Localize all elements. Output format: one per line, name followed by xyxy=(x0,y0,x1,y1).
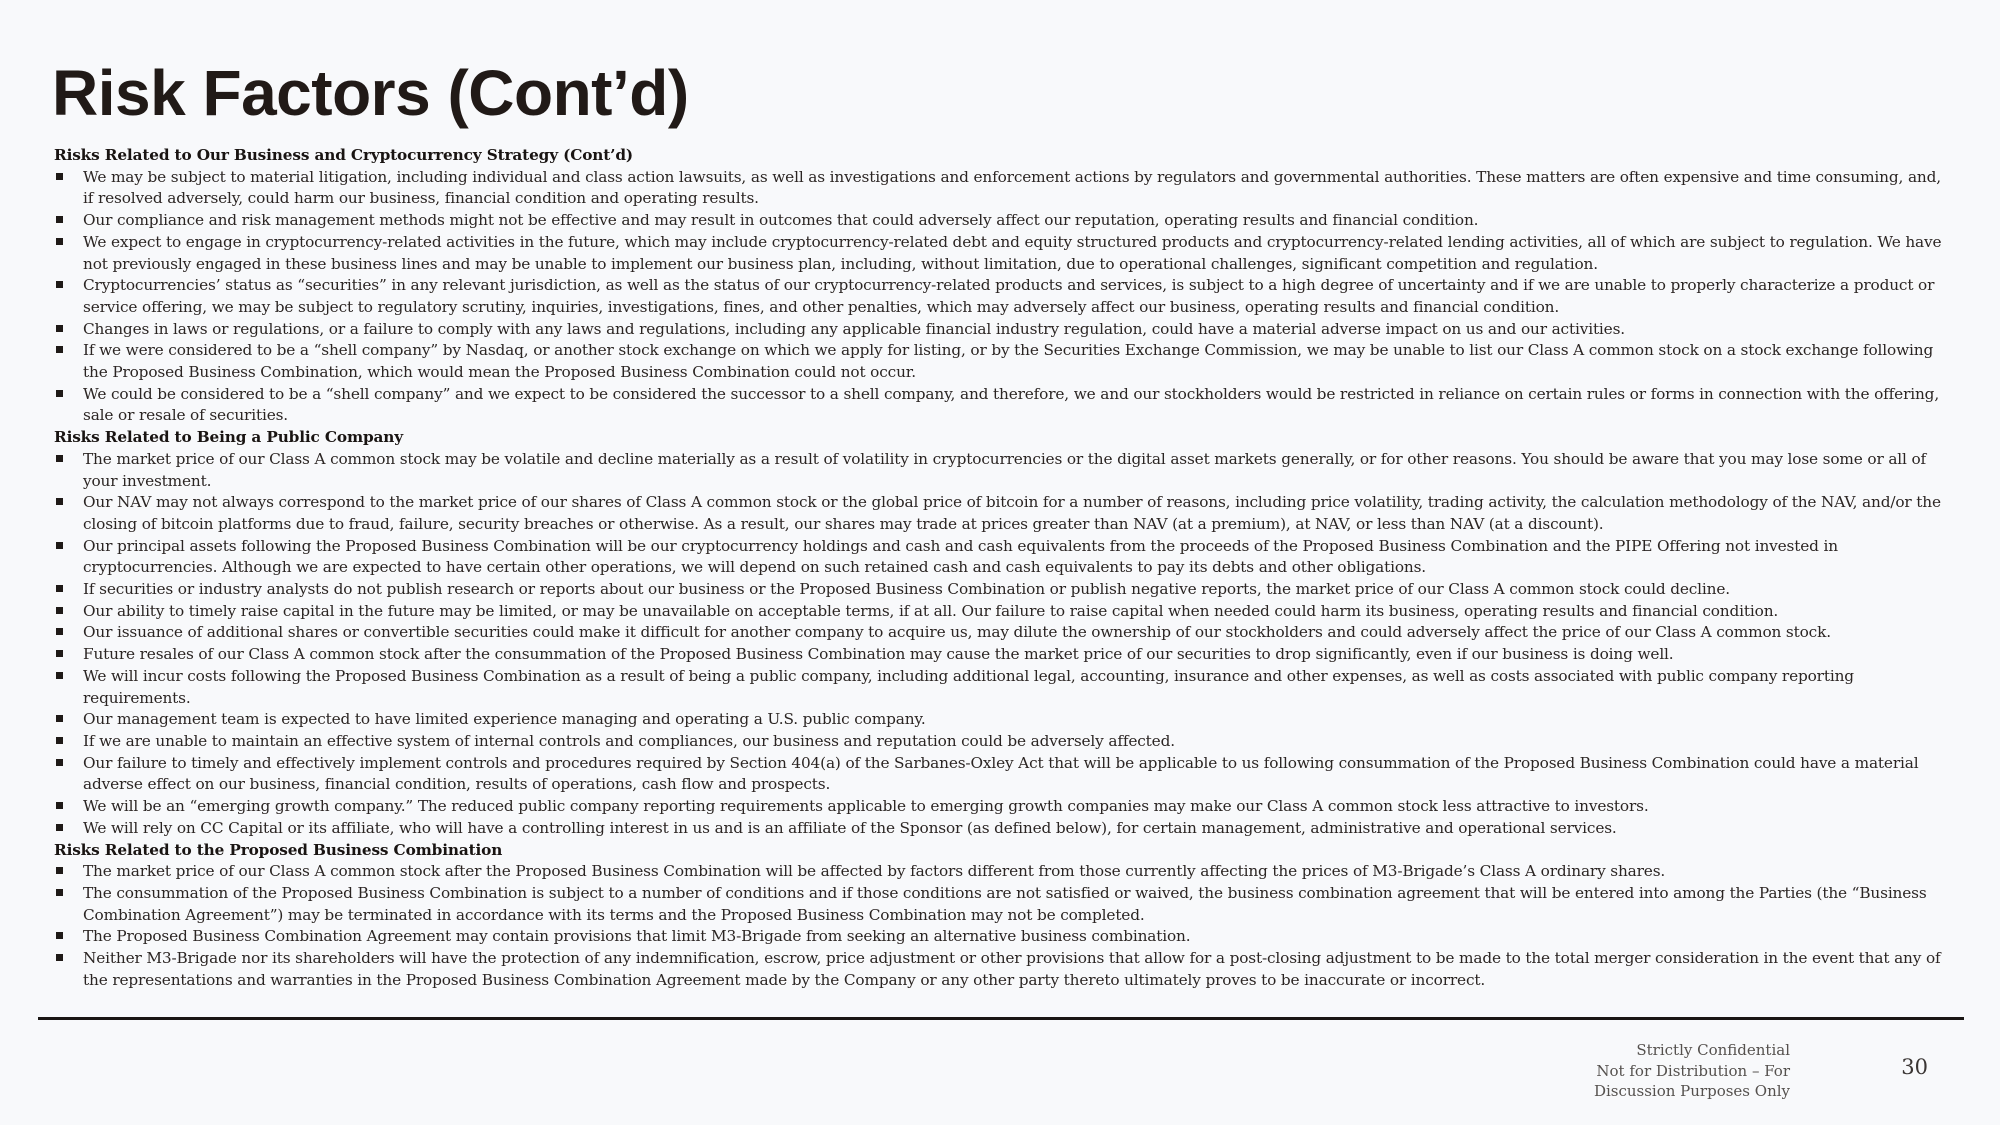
list-item-text: We may be subject to material litigation, including individual and class action lawsuits, as well as investigations and enforcement actions by regulators and governmental authorities. These matters are often expensive and time consuming, and, if resolved adversely, could harm our business, financial condition and operating results. xyxy=(83,167,1941,208)
square-bullet-icon xyxy=(56,802,63,809)
square-bullet-icon xyxy=(56,932,63,939)
list-item xyxy=(54,644,1944,666)
list-item xyxy=(54,319,1944,341)
bullet-list-business-crypto-strategy xyxy=(54,167,1944,427)
list-item-text: The market price of our Class A common stock may be volatile and decline materially as a result of volatility in cryptocurrencies or the digital asset markets generally, or for other reasons. You should be aware that you may lose some or all of your investment. xyxy=(83,449,1927,490)
list-item xyxy=(54,818,1944,840)
list-item-text: Our management team is expected to have limited experience managing and operating a U.S. public company. xyxy=(83,710,926,729)
list-item xyxy=(54,384,1944,427)
page-title: Risk Factors (Cont’d) xyxy=(52,57,689,129)
section-heading-public-company: Risks Related to Being a Public Company xyxy=(54,428,404,447)
list-item xyxy=(54,753,1944,796)
list-item xyxy=(54,731,1944,753)
square-bullet-icon xyxy=(56,346,63,353)
list-item-text: Our compliance and risk management methods might not be effective and may result in outcomes that could adversely affect our reputation, operating results and financial condition. xyxy=(83,211,1479,230)
list-item xyxy=(54,883,1944,926)
square-bullet-icon xyxy=(56,650,63,657)
square-bullet-icon xyxy=(56,542,63,549)
page-number: 30 xyxy=(1901,1055,1928,1079)
section-heading-business-crypto-strategy: Risks Related to Our Business and Cryptocurrency Strategy (Cont’d) xyxy=(54,146,633,164)
list-item xyxy=(54,622,1944,644)
list-item-text: Our issuance of additional shares or convertible securities could make it difficult for another company to acquire us, may dilute the ownership of our stockholders and could adversely affect the price of our Class A common stock. xyxy=(83,623,1831,642)
list-item xyxy=(54,210,1944,232)
list-item xyxy=(54,275,1944,318)
bullet-list-business-combination xyxy=(54,861,1944,991)
list-item-text: Our NAV may not always correspond to the market price of our shares of Class A common stock or the global price of bitcoin for a number of reasons, including price volatility, trading activity, the calculation methodology of the NAV, and/or the closing of bitcoin platforms due to fraud, failure, security breaches or otherwise. As a result, our shares may trade at prices greater than NAV (at a premium), at NAV, or less than NAV (at a discount). xyxy=(83,493,1941,533)
list-item-text: We could be considered to be a “shell company” and we expect to be considered the successor to a shell company, and therefore, we and our stockholders would be restricted in reliance on certain rules or forms in connection with the offering, sale or resale of securities. xyxy=(83,384,1940,425)
square-bullet-icon xyxy=(56,867,63,874)
square-bullet-icon xyxy=(56,628,63,635)
square-bullet-icon xyxy=(56,954,63,961)
list-item-text: We will be an “emerging growth company.” The reduced public company reporting requirements applicable to emerging growth companies may make our Class A common stock less attractive to investors. xyxy=(83,797,1649,816)
list-item-text: If we were considered to be a “shell company” by Nasdaq, or another stock exchange on which we apply for listing, or by the Securities Exchange Commission, we may be unable to list our Class A common stock on a stock exchange following the Proposed Business Combination, which would mean the Proposed Business Combination could not occur. xyxy=(83,341,1934,382)
list-item-text: If securities or industry analysts do not publish research or reports about our business or the Proposed Business Combination or publish negative reports, the market price of our Class A common stock could decline. xyxy=(83,580,1730,599)
list-item-text: Our failure to timely and effectively implement controls and procedures required by Section 404(a) of the Sarbanes-Oxley Act that will be applicable to us following consummation of the Proposed Business Combination could have a material adverse effect on our business, financial condition, results of operations, cash flow and prospects. xyxy=(83,753,1919,794)
list-item-text: We will rely on CC Capital or its affiliate, who will have a controlling interest in us and is an affiliate of the Sponsor (as defined below), for certain management, administrative and operational services. xyxy=(83,818,1617,837)
list-item xyxy=(54,796,1944,818)
list-item-text: We will incur costs following the Proposed Business Combination as a result of being a public company, including additional legal, accounting, insurance and other expenses, as well as costs associated with public company reporting requirements. xyxy=(83,666,1854,707)
list-item xyxy=(54,948,1944,991)
list-item-text: The market price of our Class A common stock after the Proposed Business Combination will be affected by factors different from those currently affecting the prices of M3-Brigade’s Class A ordinary shares. xyxy=(83,862,1666,881)
list-item-text: Changes in laws or regulations, or a failure to comply with any laws and regulations, including any applicable financial industry regulation, could have a material adverse impact on us and our activities. xyxy=(83,319,1625,338)
confidentiality-line: Strictly Confidential xyxy=(1636,1041,1790,1059)
list-item xyxy=(54,167,1944,210)
square-bullet-icon xyxy=(56,498,63,505)
list-item xyxy=(54,232,1944,275)
list-item-text: Neither M3-Brigade nor its shareholders will have the protection of any indemnification, escrow, price adjustment or other provisions that allow for a post-closing adjustment to be made to the total merger consideration in the event that any of the representations and warranties in the Proposed Business Combination Agreement made by the Company or any other party thereto ultimately proves to be inaccurate or incorrect. xyxy=(83,949,1941,989)
list-item xyxy=(54,340,1944,383)
confidentiality-line: Not for Distribution – For xyxy=(1596,1061,1790,1080)
list-item-text: The Proposed Business Combination Agreement may contain provisions that limit M3-Brigade from seeking an alternative business combination. xyxy=(83,927,1191,946)
square-bullet-icon xyxy=(56,672,63,679)
square-bullet-icon xyxy=(56,455,63,462)
risk-factors-content xyxy=(54,145,1944,991)
list-item-text: Cryptocurrencies’ status as “securities” in any relevant jurisdiction, as well as the status of our cryptocurrency-related products and services, is subject to a high degree of uncertainty and if we are unable to properly characterize a product or service offering, we may be subject to regulatory scrutiny, inquiries, investigations, fines, and other penalties, which may adversely affect our business, operating results and financial condition. xyxy=(83,276,1935,316)
square-bullet-icon xyxy=(56,281,63,288)
bullet-list-public-company xyxy=(54,449,1944,840)
list-item-text: If we are unable to maintain an effective system of internal controls and compliances, our business and reputation could be adversely affected. xyxy=(83,731,1175,750)
square-bullet-icon xyxy=(56,824,63,831)
section-heading-business-combination: Risks Related to the Proposed Business Combination xyxy=(54,840,503,859)
square-bullet-icon xyxy=(56,216,63,223)
list-item xyxy=(54,666,1944,709)
confidentiality-notice xyxy=(1530,1040,1790,1102)
square-bullet-icon xyxy=(56,173,63,180)
square-bullet-icon xyxy=(56,390,63,397)
list-item xyxy=(54,449,1944,492)
list-item-text: Future resales of our Class A common stock after the consummation of the Proposed Business Combination may cause the market price of our securities to drop significantly, even if our business is doing well. xyxy=(83,645,1674,664)
list-item xyxy=(54,492,1944,535)
list-item xyxy=(54,536,1944,579)
list-item xyxy=(54,601,1944,623)
confidentiality-line: Discussion Purposes Only xyxy=(1593,1082,1790,1100)
square-bullet-icon xyxy=(56,585,63,592)
square-bullet-icon xyxy=(56,238,63,245)
list-item-text: Our principal assets following the Proposed Business Combination will be our cryptocurrency holdings and cash and cash equivalents from the proceeds of the Proposed Business Combination and the PIPE Offering not invested in cryptocurrencies. Although we are expected to have certain other operations, we will depend on such retained cash and cash equivalents to pay its debts and other obligations. xyxy=(83,536,1838,577)
list-item-text: We expect to engage in cryptocurrency-related activities in the future, which may include cryptocurrency-related debt and equity structured products and cryptocurrency-related lending activities, all of which are subject to regulation. We have not previously engaged in these business lines and may be unable to implement our business plan, including, without limitation, due to operational challenges, significant competition and regulation. xyxy=(83,232,1942,273)
square-bullet-icon xyxy=(56,325,63,332)
bottom-divider xyxy=(38,1017,1964,1020)
square-bullet-icon xyxy=(56,715,63,722)
list-item xyxy=(54,709,1944,731)
list-item-text: The consummation of the Proposed Business Combination is subject to a number of conditions and if those conditions are not satisfied or waived, the business combination agreement that will be entered into among the Parties (the “Business Combination Agreement”) may be terminated in accordance with its terms and the Proposed Business Combination may not be completed. xyxy=(83,883,1927,924)
list-item xyxy=(54,926,1944,948)
square-bullet-icon xyxy=(56,759,63,766)
list-item-text: Our ability to timely raise capital in the future may be limited, or may be unavailable on acceptable terms, if at all. Our failure to raise capital when needed could harm its business, operating results and financial condition. xyxy=(83,601,1779,620)
square-bullet-icon xyxy=(56,889,63,896)
square-bullet-icon xyxy=(56,737,63,744)
square-bullet-icon xyxy=(56,607,63,614)
list-item xyxy=(54,861,1944,883)
list-item xyxy=(54,579,1944,601)
